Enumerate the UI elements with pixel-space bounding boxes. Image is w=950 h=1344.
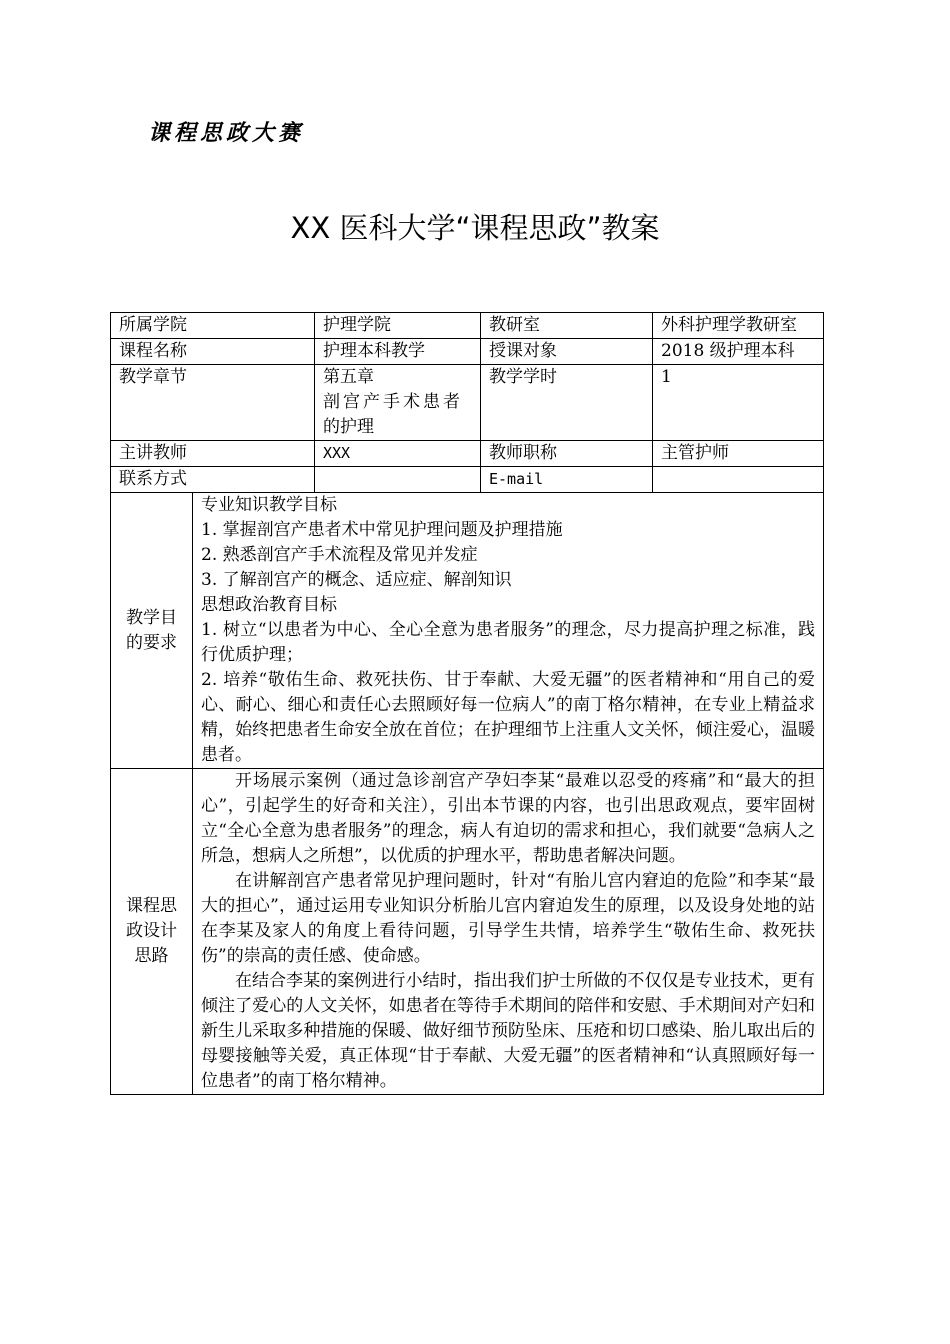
email-label: E-mail <box>481 467 653 493</box>
objectives-label-line-2: 的要求 <box>126 632 177 653</box>
design-label-line-3: 思路 <box>134 946 169 966</box>
design-paragraph: 开场展示案例（通过急诊剖宫产孕妇李某“最难以忍受的疼痛”和“最大的担心”，引起学生的好奇和关注），引出本节课的内容，也引出思政观点，要牢固树立“全心全意为患者服务”的理念，病人有迫切的需求和担心，我们就要“急病人之所急，想病人之所想”，以优质的护理水平，帮助患者解决问题。 <box>201 771 815 866</box>
row-teacher <box>111 441 824 467</box>
chapter-line-2: 剖宫产手术患者 <box>323 392 463 412</box>
objective-line: 思想政治教育目标 <box>201 595 337 615</box>
course-label: 课程名称 <box>111 339 315 365</box>
design-label-line-1: 课程思 <box>126 896 177 916</box>
teacher-label: 主讲教师 <box>111 441 315 467</box>
objectives-content <box>193 493 824 769</box>
document-title: XX 医科大学“课程思政”教案 <box>290 211 660 245</box>
row-college <box>111 313 824 339</box>
contact-label: 联系方式 <box>111 467 315 493</box>
office-value: 外科护理学教研室 <box>653 313 824 339</box>
objectives-label <box>111 493 193 769</box>
objective-line: 1. 掌握剖宫产患者术中常见护理问题及护理措施 <box>201 520 563 540</box>
row-course <box>111 339 824 365</box>
design-paragraph: 在讲解剖宫产患者常见护理问题时，针对“有胎儿宫内窘迫的危险”和李某“最大的担心”，通过运用专业知识分析胎儿宫内窘迫发生的原理，以及设身处地的站在李某及家人的角度上看待问题，引导学生共情，培养学生“敬佑生命、救死扶伤”的崇高的责任感、使命感。 <box>201 871 815 966</box>
chapter-value <box>315 365 481 441</box>
design-label <box>111 769 193 1095</box>
objectives-label-line-1: 教学目 <box>126 607 177 628</box>
objective-line: 专业知识教学目标 <box>201 495 337 515</box>
row-objectives <box>111 493 824 769</box>
row-design <box>111 769 824 1095</box>
lesson-plan-table <box>110 312 824 1095</box>
row-chapter <box>111 365 824 441</box>
objective-line: 2. 熟悉剖宫产手术流程及常见并发症 <box>201 545 478 565</box>
objective-line: 3. 了解剖宫产的概念、适应症、解剖知识 <box>201 570 512 590</box>
hours-value: 1 <box>653 365 824 441</box>
college-label: 所属学院 <box>111 313 315 339</box>
design-paragraph: 在结合李某的案例进行小结时，指出我们护士所做的不仅仅是专业技术，更有倾注了爱心的人文关怀，如患者在等待手术期间的陪伴和安慰、手术期间对产妇和新生儿采取多种措施的保暖、做好细节预防坠床、压疮和切口感染、胎儿取出后的母婴接触等关爱，真正体现“甘于奉献、大爱无疆”的医者精神和“认真照顾好每一位患者”的南丁格尔精神。 <box>201 971 815 1091</box>
email-value <box>653 467 824 493</box>
office-label: 教研室 <box>481 313 653 339</box>
audience-value: 2018 级护理本科 <box>653 339 824 365</box>
hours-label: 教学学时 <box>481 365 653 441</box>
chapter-label: 教学章节 <box>111 365 315 441</box>
design-label-line-2: 政设计 <box>126 921 177 941</box>
row-contact <box>111 467 824 493</box>
teacher-title-value: 主管护师 <box>653 441 824 467</box>
objective-line: 1. 树立“以患者为中心、全心全意为患者服务”的理念，尽力提高护理之标准，践行优质护理； <box>201 620 815 665</box>
design-content <box>193 769 824 1095</box>
objective-line: 2. 培养“敬佑生命、救死扶伤、甘于奉献、大爱无疆”的医者精神和“用自己的爱心、耐心、细心和责任心去照顾好每一位病人”的南丁格尔精神，在专业上精益求精，始终把患者生命安全放在首位；在护理细节上注重人文关怀，倾注爱心，温暖患者。 <box>201 670 815 765</box>
course-value: 护理本科教学 <box>315 339 481 365</box>
audience-label: 授课对象 <box>481 339 653 365</box>
competition-heading: 课程思政大赛 <box>148 120 305 146</box>
chapter-line-3: 的护理 <box>323 417 374 437</box>
college-value: 护理学院 <box>315 313 481 339</box>
contact-value <box>315 467 481 493</box>
chapter-line-1: 第五章 <box>323 367 374 387</box>
teacher-title-label: 教师职称 <box>481 441 653 467</box>
teacher-value: XXX <box>315 441 481 467</box>
